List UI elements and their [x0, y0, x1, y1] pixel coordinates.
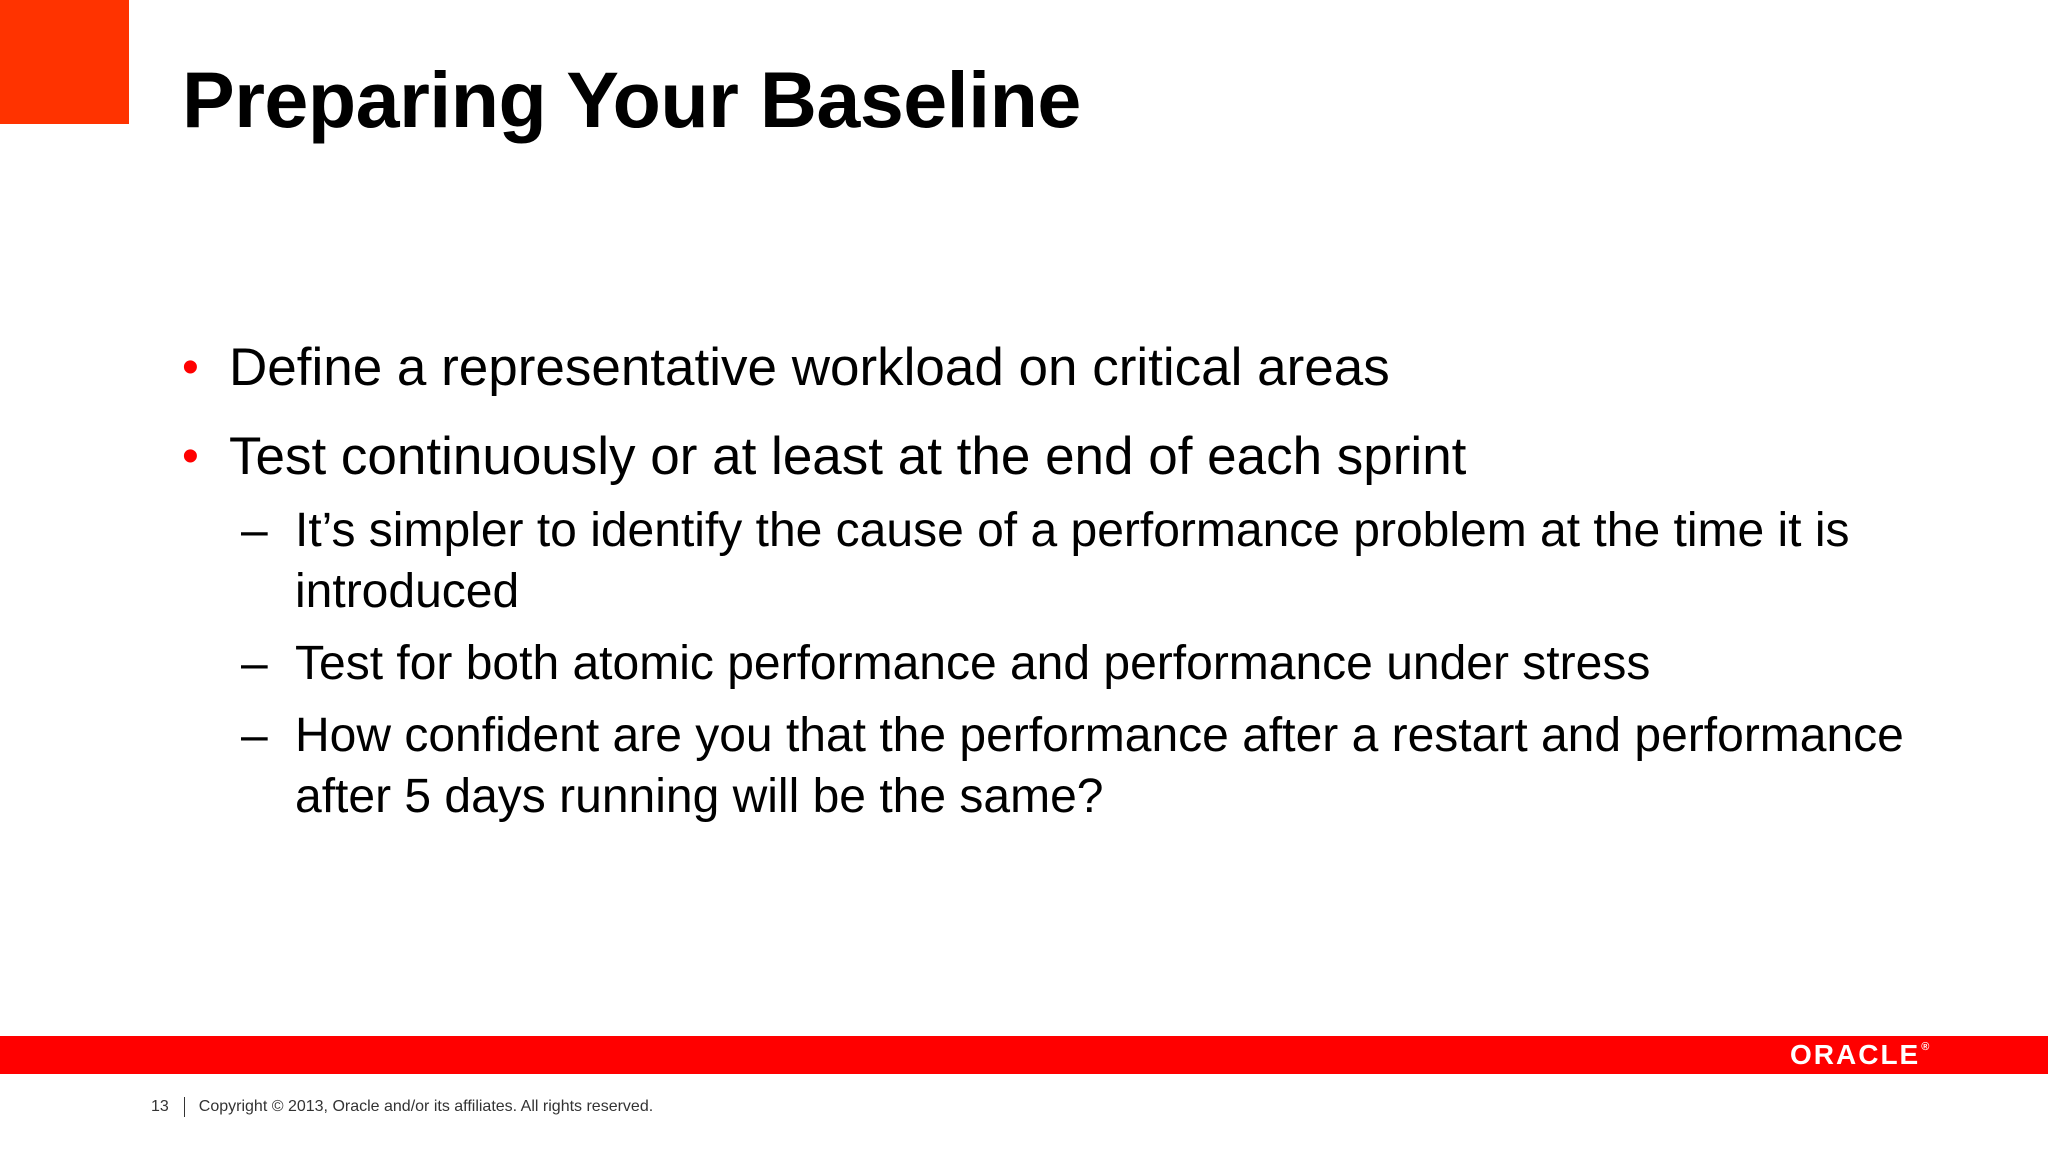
footer-divider — [184, 1097, 185, 1117]
registered-mark: ® — [1921, 1041, 1930, 1053]
sub-bullet-item — [182, 500, 1942, 622]
sub-bullet-text: Test for both atomic performance and performance under stress — [295, 637, 1651, 690]
sub-bullet-item — [182, 633, 1942, 694]
sub-bullet-list — [182, 500, 1942, 827]
bullet-item — [182, 336, 1942, 400]
sub-bullet-text: It’s simpler to identify the cause of a performance problem at the time it is introduced — [295, 504, 1850, 618]
bullet-text: Test continuously or at least at the end of each sprint — [229, 427, 1467, 486]
oracle-logo — [1790, 1040, 1929, 1070]
page-number: 13 — [151, 1098, 169, 1116]
footer-red-bar — [0, 1036, 2048, 1074]
slide-content — [182, 336, 1942, 838]
bullet-item — [182, 425, 1942, 489]
slide-title: Preparing Your Baseline — [182, 55, 1081, 144]
bullet-text: Define a representative workload on critical areas — [229, 338, 1390, 397]
dash-icon: – — [241, 504, 268, 557]
dash-icon: – — [241, 637, 268, 690]
dash-icon: – — [241, 709, 268, 762]
bullet-dot-icon: • — [182, 341, 199, 394]
copyright-text: Copyright © 2013, Oracle and/or its affiliates. All rights reserved. — [198, 1098, 654, 1116]
bullet-dot-icon: • — [182, 430, 199, 483]
corner-accent-block — [0, 0, 129, 124]
oracle-logo-text: ORACLE — [1790, 1039, 1921, 1070]
sub-bullet-text: How confident are you that the performance after a restart and performance after 5 days running will be the same? — [295, 709, 1904, 823]
slide-footer — [151, 1097, 653, 1117]
sub-bullet-item — [182, 705, 1942, 827]
